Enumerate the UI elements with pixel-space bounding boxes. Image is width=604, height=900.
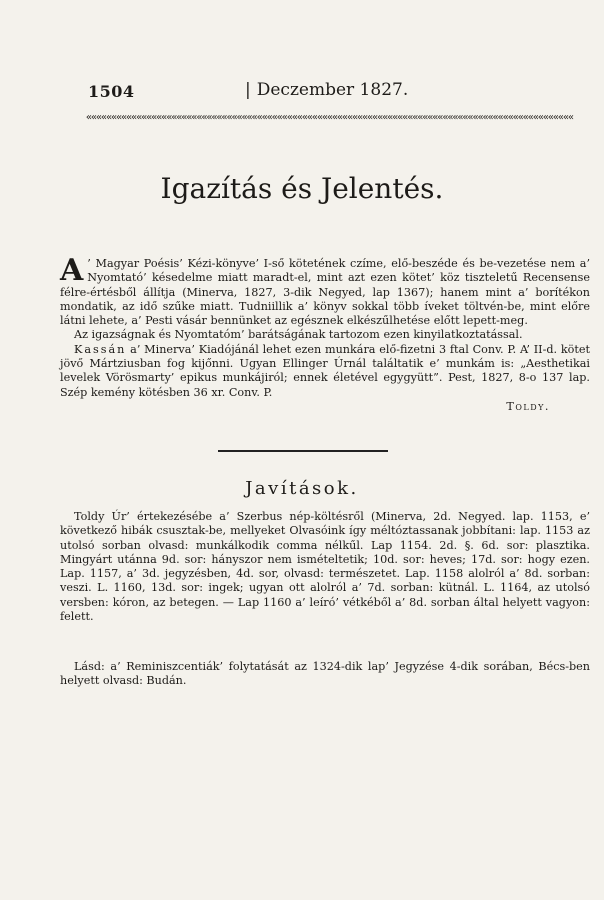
- ornament-rule: «««««««««««««««««««««««««««««««««««««««««««««««««««««««««««««««««««««««««««««««««««««««««««««««««: [86, 112, 573, 123]
- section-javitasok: [60, 510, 590, 624]
- section-title-javitasok: Javítások.: [245, 478, 359, 499]
- header-separator: |: [245, 80, 251, 100]
- header-date-text: Deczember 1827.: [256, 80, 409, 100]
- paragraph-3-text: a’ Minerva’ Kiadójánál lehet ezen munkára elő-fizetni 3 ftal Conv. P. A’ II-d. kötet jövő Mártziusban fog kijőnni. Ugyan Ellinger Úrnál találtatik e’ munkám is: „Aesthetikai levelek Vörösmarty’ epikus munkájiról; ennek életével egygyütt”. Pest, 1827, 8-o 137 lap. Szép kemény kötésben 36 xr. Conv. P.: [60, 342, 590, 399]
- paragraph-3: [60, 343, 590, 400]
- note-section: [60, 660, 590, 689]
- page-number: 1504: [88, 82, 135, 101]
- paragraph-3-place: Kassán: [74, 342, 127, 356]
- section-divider: [218, 450, 388, 452]
- paragraph-1: [60, 253, 590, 328]
- signature: Toldy.: [506, 399, 550, 413]
- corrections-paragraph: Toldy Úr’ értekezésébe a’ Szerbus nép-költésről (Minerva, 2d. Negyed. lap. 1153, e’ következő hibák csusztak-be, mellyeket Olvasóink így méltóztassanak jobbítani: lap. 1153 az utolsó sorban olvasd: munkálkodik comma nélkűl. Lap 1154. 2d. §. 6d. sor: plasztika. Mingyárt utánna 9d. sor: hányszor nem ismételtetik; 10d. sor: heves; 17d. sor: hogy ezen. Lap. 1157, a’ 3d. jegyzésben, 4d. sor, olvasd: természetet. Lap. 1158 alolról a’ 8d. sorban: veszi. L. 1160, 13d. sor: ingek; ugyan ott alolról a’ 7d. sorban: kütnál. L. 1164, az utolsó versben: kóron, az betegen. — Lap 1160 a’ leíró’ vétkéből a’ 8d. sorban által helyett vagyon: felett.: [60, 510, 590, 624]
- paragraph-2: Az igazságnak és Nyomtatóm’ barátságának tartozom ezen kinyilatkoztatással.: [74, 328, 523, 342]
- paragraph-1-text: ’ Magyar Poésis’ Kézi-könyve’ I-ső kötetének czíme, elő-beszéde és be-vezetése nem a’ Nyomtató’ késedelme miatt maradt-el, mint azt ezen kötet’ köz tiszteletű Recensense félre-értésből állítja (Minerva, 1827, 3-dik Negyed, lap 1367); hanem mint a’ borítékon mondatik, az idő szűke miatt. Tudniillik a’ könyv sokkal több íveket töltvén-be, mint előre látni lehete, a’ Pesti vásár bennünket az egésznek elkészűlhetése előtt lepett-meg.: [60, 257, 590, 328]
- page-header: [88, 80, 588, 104]
- page-title: Igazítás és Jelentés.: [160, 172, 444, 205]
- drop-cap: A: [60, 253, 84, 288]
- section-igazitas: [60, 253, 590, 414]
- header-date: [245, 80, 408, 100]
- note-paragraph: Lásd: a’ Reminiszcentiák’ folytatását az 1324-dik lap’ Jegyzése 4-dik sorában, Bécs-ben helyett olvasd: Budán.: [60, 660, 590, 688]
